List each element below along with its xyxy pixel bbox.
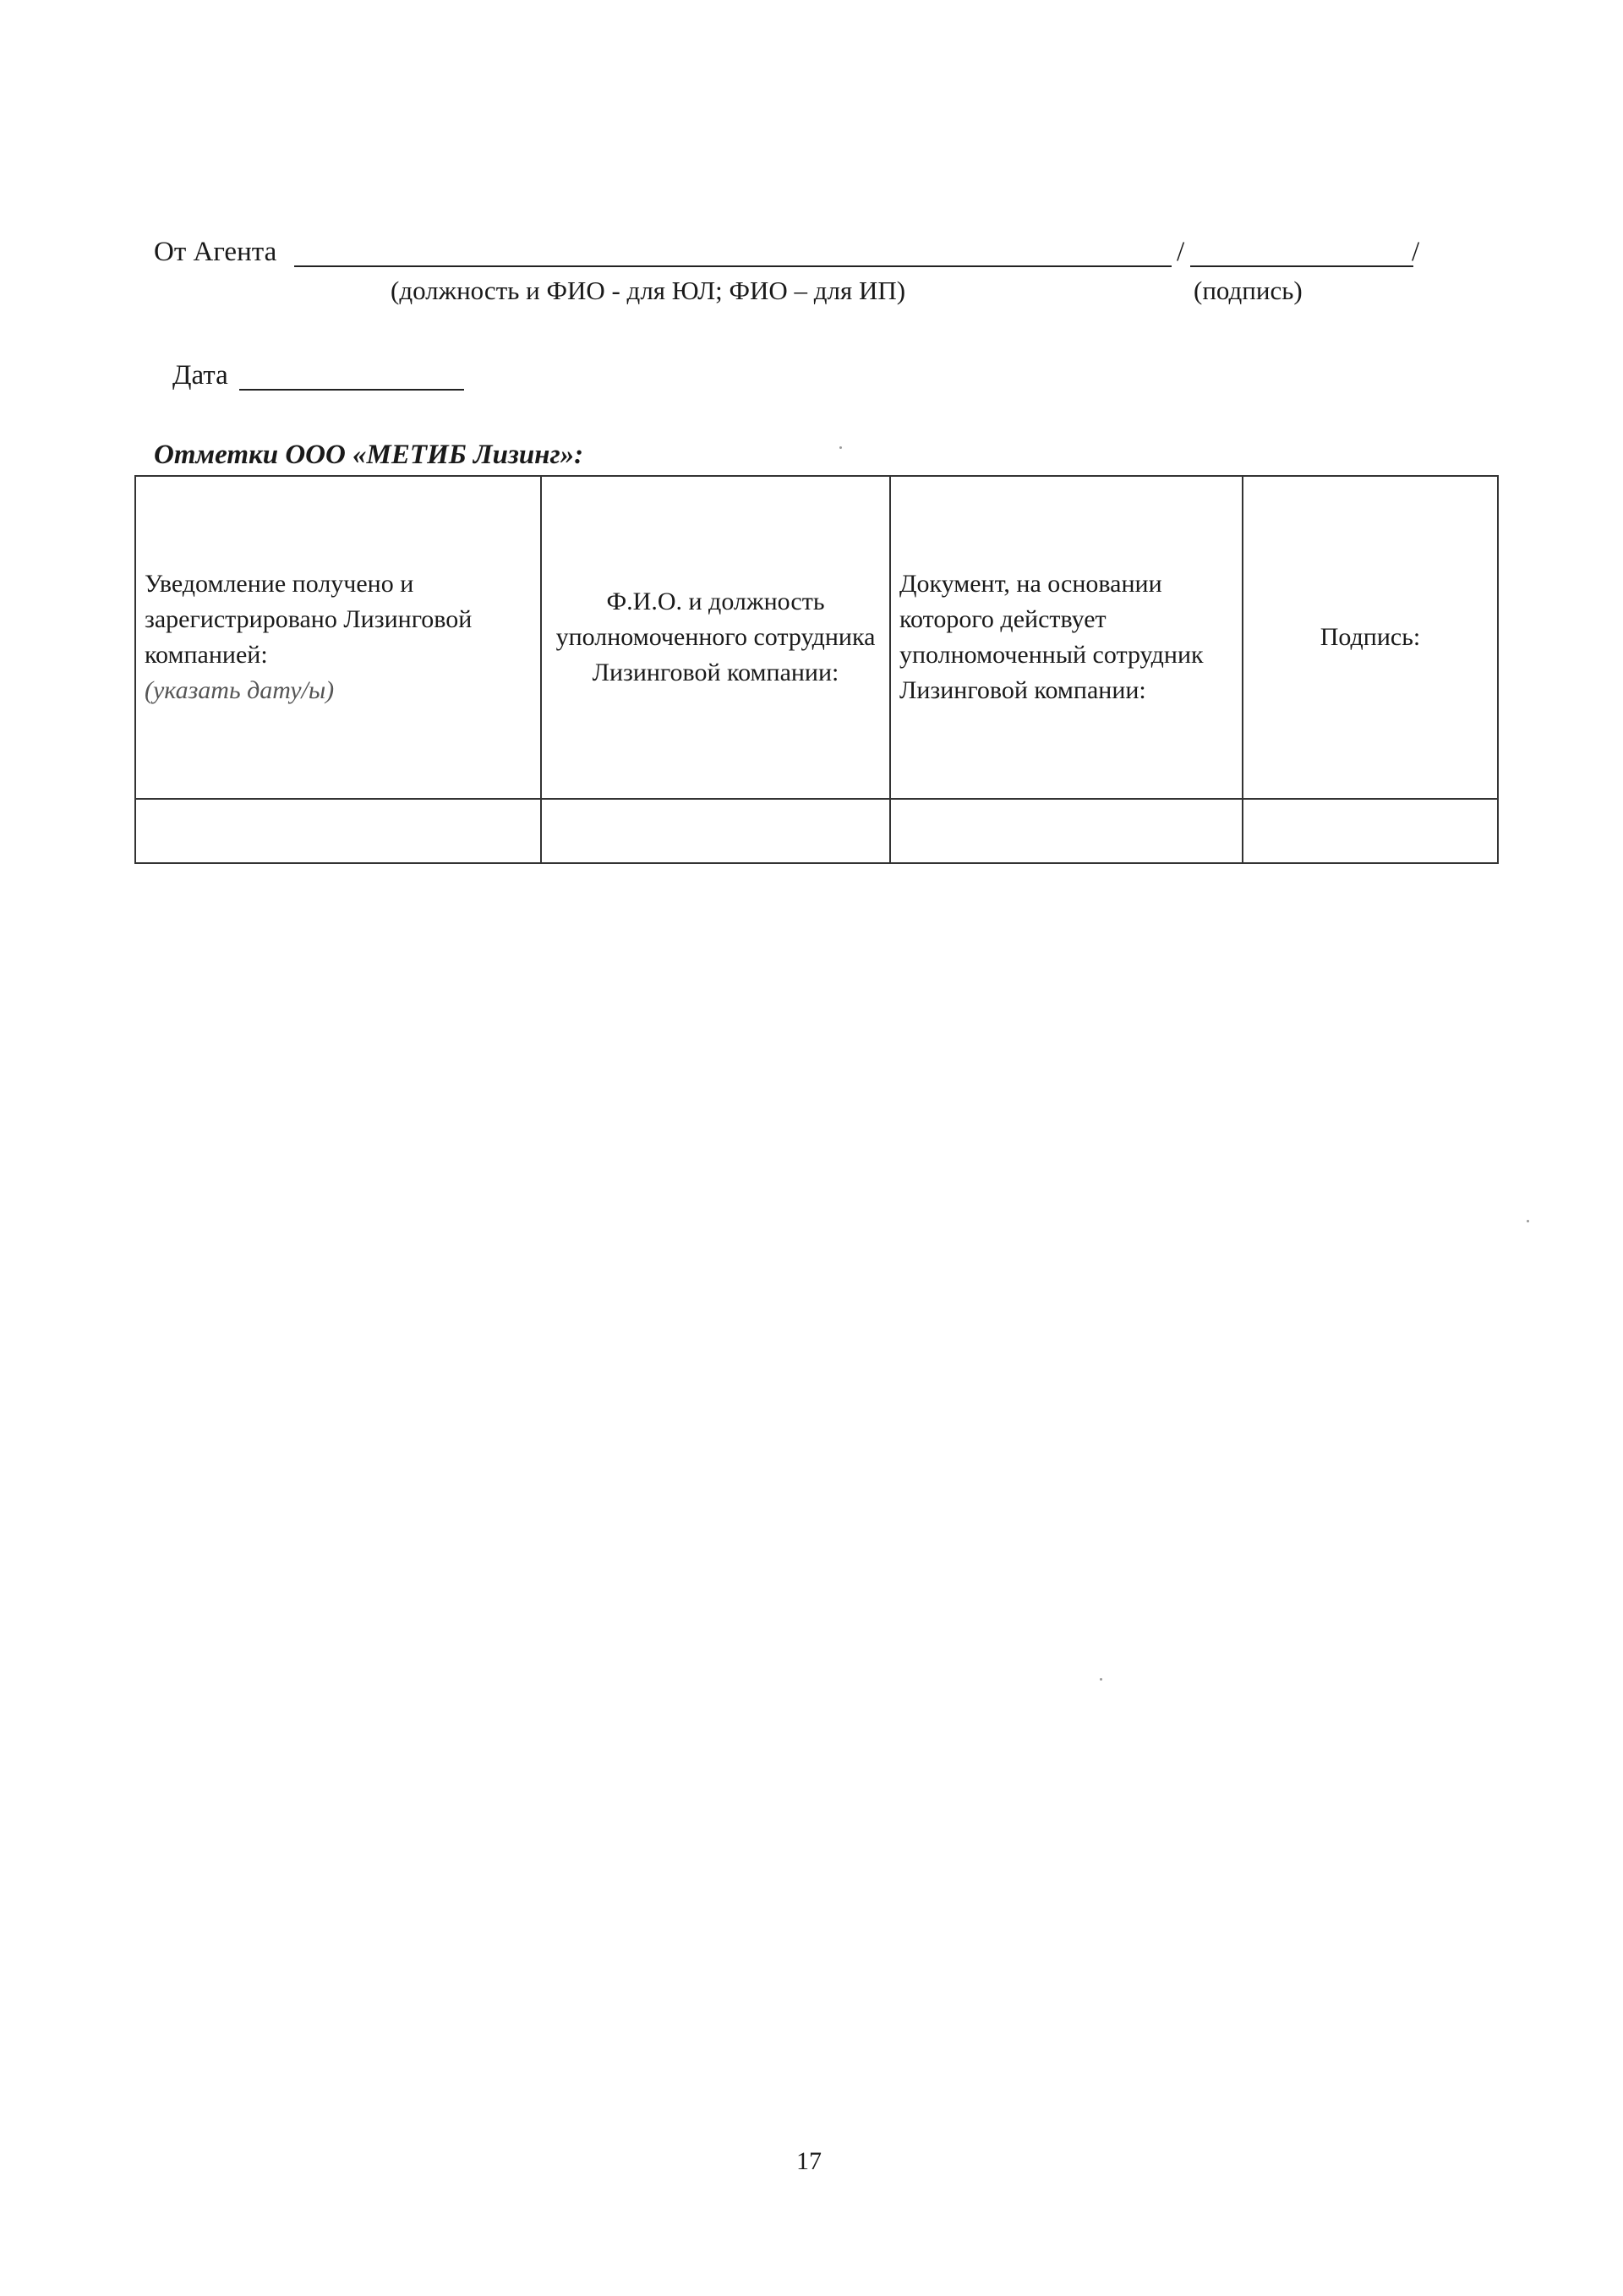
cell-employee-name[interactable] — [541, 799, 890, 863]
date-label: Дата — [172, 360, 228, 391]
header-employee-name — [541, 476, 890, 799]
cell-authority-document[interactable] — [890, 799, 1243, 863]
marks-table-header-row — [135, 476, 1498, 799]
header-notice-hint: (указать дату/ы) — [145, 676, 335, 704]
from-agent-label: От Агента — [154, 237, 277, 267]
scan-speck — [1527, 1220, 1529, 1222]
signature-line — [1190, 265, 1413, 267]
header-employee-name-text: Ф.И.О. и должность уполномоченного сотрудника Лизинговой компании: — [555, 588, 876, 686]
header-signature-text: Подпись: — [1320, 623, 1421, 651]
scan-speck — [1100, 1678, 1102, 1681]
signature-slash-close: / — [1412, 237, 1420, 267]
agent-name-line — [294, 265, 1172, 267]
signature-caption: (подпись) — [1194, 276, 1303, 305]
header-notice-registered — [135, 476, 541, 799]
marks-table — [134, 475, 1499, 864]
agent-name-caption: (должность и ФИО - для ЮЛ; ФИО – для ИП) — [391, 276, 906, 305]
date-line — [239, 389, 464, 391]
table-row — [135, 799, 1498, 863]
page-number: 17 — [796, 2147, 822, 2175]
marks-title: Отметки ООО «МЕТИБ Лизинг»: — [154, 440, 584, 470]
signature-slash-open: / — [1177, 237, 1185, 267]
cell-notice-date[interactable] — [135, 799, 541, 863]
header-signature — [1243, 476, 1498, 799]
header-authority-document-text: Документ, на основании которого действует уполномоченный сотрудник Лизинговой компании: — [899, 570, 1204, 704]
header-authority-document — [890, 476, 1243, 799]
cell-signature[interactable] — [1243, 799, 1498, 863]
scan-speck — [839, 446, 842, 449]
header-notice-text: Уведомление получено и зарегистрировано Лизинговой компанией: — [145, 570, 473, 669]
